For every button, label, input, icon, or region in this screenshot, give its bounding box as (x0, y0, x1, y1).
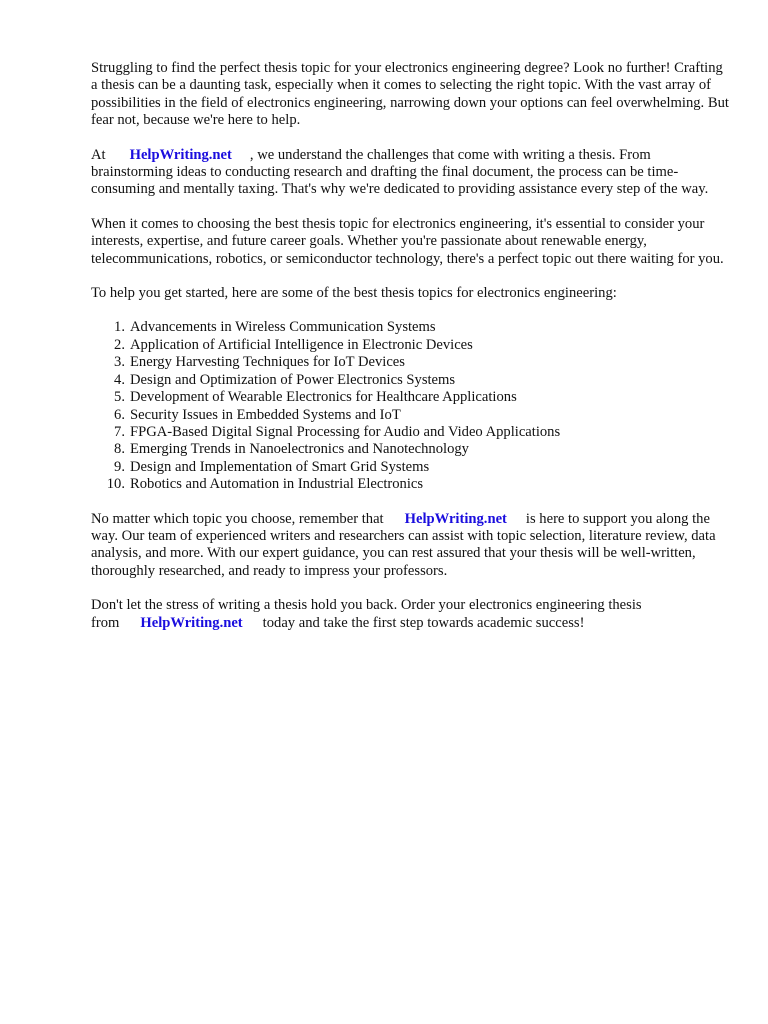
list-item: Robotics and Automation in Industrial Electronics (130, 476, 424, 493)
closing-paragraph-text: today and take the first step towards academic success! (262, 614, 585, 631)
list-item: Emerging Trends in Nanoelectronics and Nanotechnology (130, 441, 469, 458)
thesis-topics-list (91, 319, 731, 493)
document-body (91, 60, 731, 649)
support-paragraph (91, 511, 731, 581)
service-paragraph-lead: At (91, 146, 106, 163)
list-item: Security Issues in Embedded Systems and IoT (130, 406, 401, 423)
list-item: Design and Implementation of Smart Grid Systems (130, 458, 430, 475)
list-item: FPGA-Based Digital Signal Processing for Audio and Video Applications (130, 423, 561, 440)
list-item: Design and Optimization of Power Electronics Systems (130, 371, 456, 388)
list-item: Development of Wearable Electronics for Healthcare Applications (130, 389, 517, 406)
support-paragraph-lead: No matter which topic you choose, remember that (91, 510, 384, 527)
closing-paragraph-lead: Don't let the stress of writing a thesis hold you back. Order your electronics engineering thesis from (91, 597, 642, 631)
helpwriting-link-1[interactable]: HelpWriting.net (129, 146, 232, 163)
support-paragraph-text: is here to support you along the way. Our team of experienced writers and researchers can assist with topic selection, literature review, data analysis, and more. With our expert guidance, you can rest assured that your thesis will be well-written, thoroughly researched, and ready to impress your professors. (91, 510, 716, 579)
closing-paragraph (91, 597, 731, 632)
list-item: Application of Artificial Intelligence in Electronic Devices (130, 336, 473, 353)
list-item: Energy Harvesting Techniques for IoT Devices (130, 354, 405, 371)
service-paragraph (91, 147, 731, 199)
service-paragraph-text: , we understand the challenges that come with writing a thesis. From brainstorming ideas to conducting research and drafting the final document, the process can be time-consuming and mentally taxing. That's why we're dedicated to providing assistance every step of the way. (91, 146, 709, 198)
intro-paragraph: Struggling to find the perfect thesis topic for your electronics engineering degree? Look no further! Crafting a thesis can be a daunting task, especially when it comes to selecting the right topic. With the vast array of possibilities in the field of electronics engineering, narrowing down your options can feel overwhelming. But fear not, because we're here to help. (91, 60, 729, 129)
helpwriting-link-2[interactable]: HelpWriting.net (404, 510, 507, 527)
list-intro-paragraph: To help you get started, here are some of the best thesis topics for electronics engineering: (91, 285, 617, 302)
list-item: Advancements in Wireless Communication Systems (130, 319, 436, 336)
topic-choice-paragraph: When it comes to choosing the best thesis topic for electronics engineering, it's essential to consider your interests, expertise, and future career goals. Whether you're passionate about renewable energy, telecommunications, robotics, or semiconductor technology, there's a perfect topic out there waiting for you. (91, 215, 724, 267)
helpwriting-link-3[interactable]: HelpWriting.net (140, 614, 243, 631)
